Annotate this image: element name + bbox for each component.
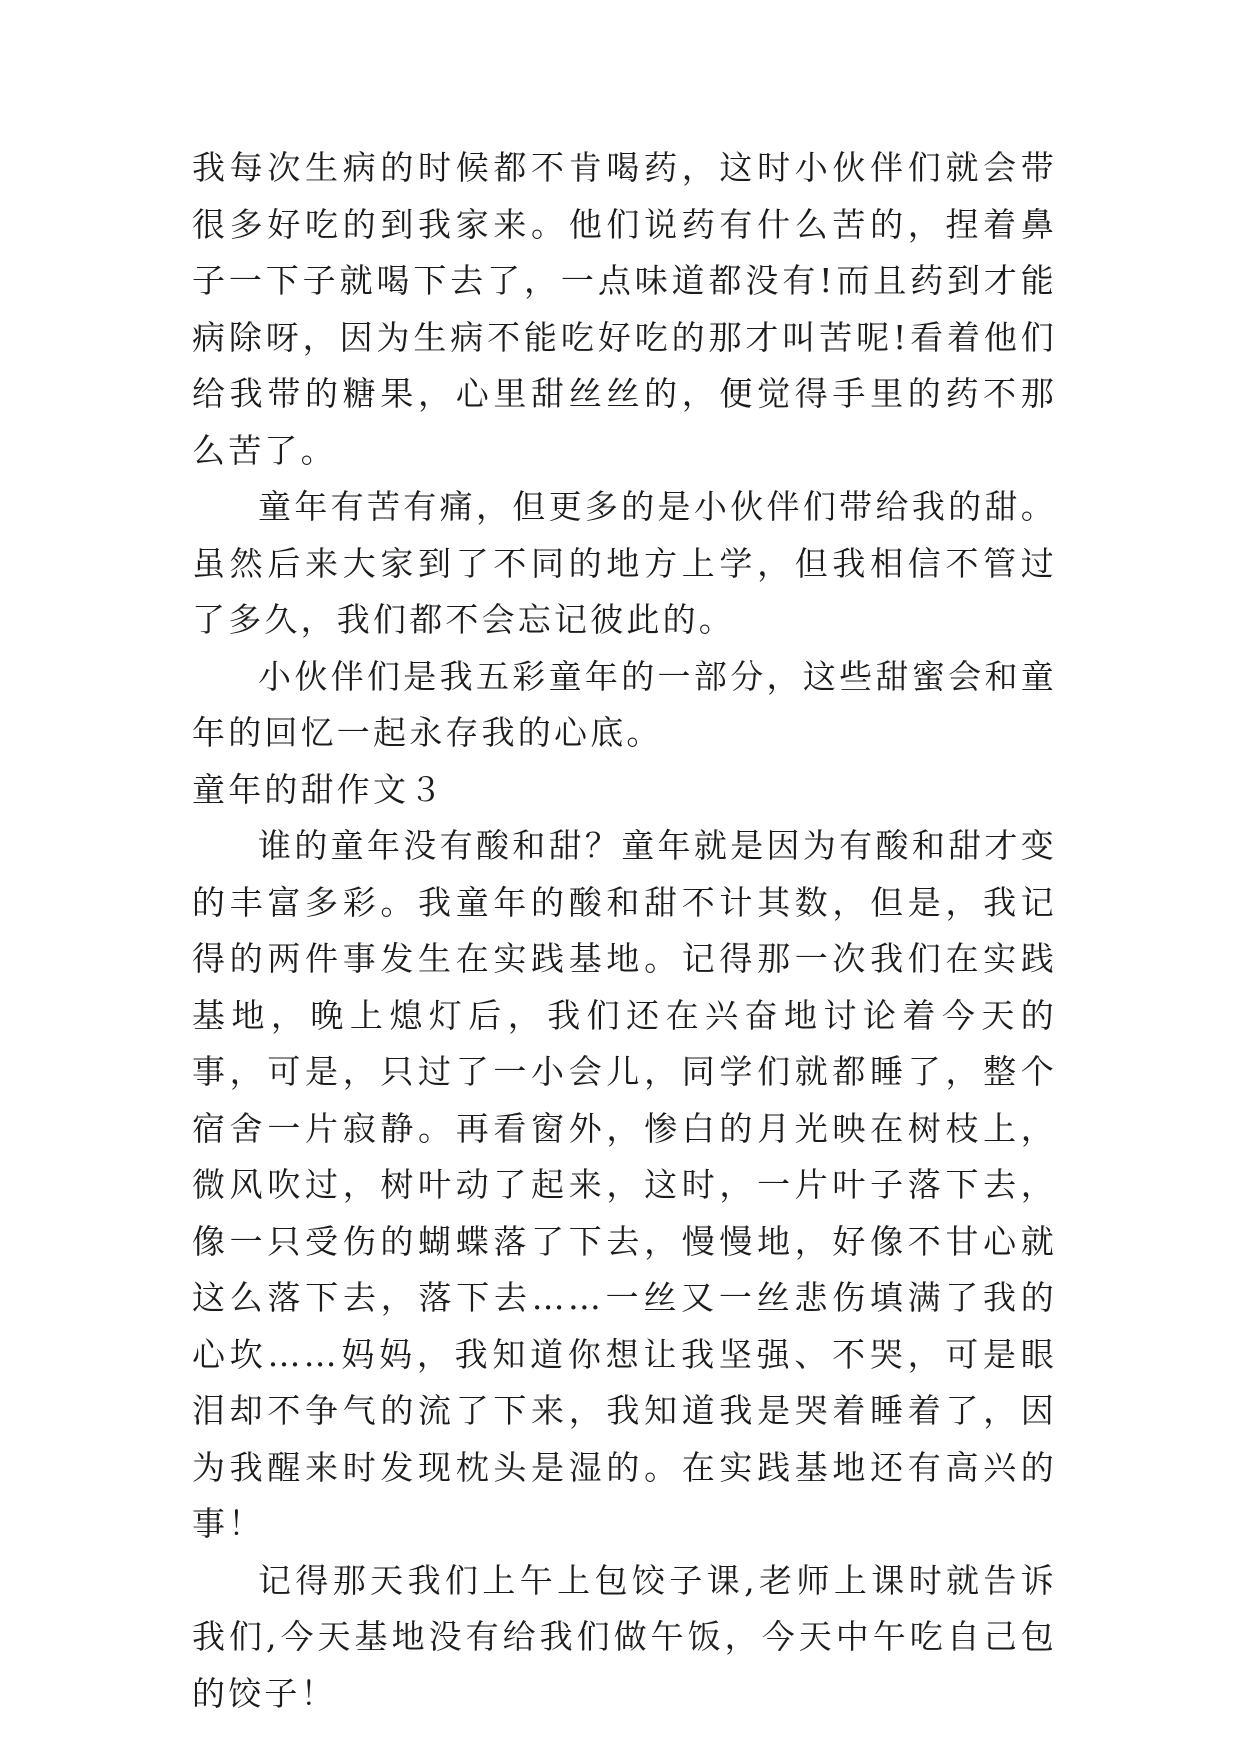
document-body [192, 140, 1057, 1722]
paragraph-dumpling-class: 记得那天我们上午上包饺子课,老师上课时就告诉我们,今天基地没有给我们做午饭，今天中午吃自己包的饺子！ [192, 1560, 1057, 1713]
paragraph-childhood-friends: 童年有苦有痛，但更多的是小伙伴们带给我的甜。虽然后来大家到了不同的地方上学，但我相信不管过了多久，我们都不会忘记彼此的。 [192, 487, 1057, 639]
section-title: 童年的甜作文３ [192, 769, 446, 809]
paragraph-colorful-childhood: 小伙伴们是我五彩童年的一部分，这些甜蜜会和童年的回忆一起永存我的心底。 [192, 656, 1057, 752]
paragraph-practice-base-night: 谁的童年没有酸和甜？童年就是因为有酸和甜才变的丰富多彩。我童年的酸和甜不计其数，但是，我记得的两件事发生在实践基地。记得那一次我们在实践基地，晚上熄灯后，我们还在兴奋地讨论着今天的事，可是，只过了一小会儿，同学们就都睡了，整个宿舍一片寂静。再看窗外，惨白的月光映在树枝上，微风吹过，树叶动了起来，这时，一片叶子落下去，像一只受伤的蝴蝶落了下去，慢慢地，好像不甘心就这么落下去，落下去……一丝又一丝悲伤填满了我的心坎……妈妈，我知道你想让我坚强、不哭，可是眼泪却不争气的流了下来，我知道我是哭着睡着了，因为我醒来时发现枕头是湿的。在实践基地还有高兴的事！ [192, 826, 1057, 1543]
paragraph-sick-medicine: 我每次生病的时候都不肯喝药，这时小伙伴们就会带很多好吃的到我家来。他们说药有什么苦的，捏着鼻子一下子就喝下去了，一点味道都没有!而且药到才能病除呀，因为生病不能吃好吃的那才叫苦呢!看着他们给我带的糖果，心里甜丝丝的，便觉得手里的药不那么苦了。 [192, 148, 1057, 470]
